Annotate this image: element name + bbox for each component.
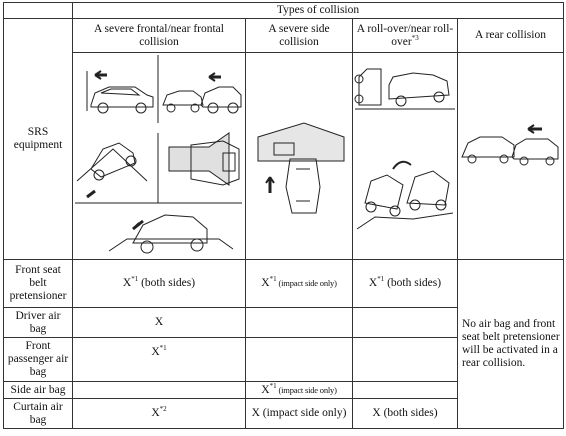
pretensioner-side-text: (impact side only) (276, 278, 337, 288)
rollover-header-text: A roll-over/near roll-over (356, 22, 454, 48)
side-air-bag-side-cell (246, 382, 353, 399)
rollover-footnote-mark: *3 (411, 33, 419, 42)
curtain-air-bag-frontal-cell (73, 399, 246, 429)
driver-air-bag-frontal-cell: X (73, 308, 246, 338)
frontal-collision-header: A severe frontal/near frontal collision (73, 19, 246, 53)
driver-air-bag-side-cell (246, 308, 353, 338)
pretensioner-frontal-cell (73, 260, 246, 308)
rollover-vehicle-drawings (353, 53, 457, 259)
frontal-collision-illustration (73, 53, 246, 260)
side-collision-illustration (246, 53, 353, 260)
pretensioner-rollover-cell (353, 260, 458, 308)
pretensioner-rollover-mark: X (368, 277, 378, 289)
pretensioner-side-note: *1 (269, 275, 277, 283)
row-label-pretensioner: Front seat belt pretensioner (4, 260, 73, 308)
pretensioner-side-mark: X (261, 277, 270, 289)
rear-collision-vehicle-drawing (458, 53, 563, 259)
srs-equipment-label: SRS equipment (4, 19, 73, 260)
passenger-air-bag-rollover-cell (353, 338, 458, 382)
driver-air-bag-rollover-cell (353, 308, 458, 338)
side-air-bag-rollover-cell (353, 382, 458, 399)
row-label-driver-air-bag: Driver air bag (4, 308, 73, 338)
pretensioner-rollover-note: *1 (377, 275, 385, 283)
curtain-air-bag-frontal-mark: X (151, 407, 160, 419)
side-collision-header: A severe side collision (246, 19, 353, 53)
side-air-bag-side-mark: X (261, 383, 270, 396)
side-air-bag-side-note: *1 (269, 381, 277, 390)
types-of-collision-header: Types of collision (73, 3, 564, 19)
curtain-air-bag-frontal-note: *2 (159, 405, 167, 413)
pretensioner-frontal-mark: X (122, 277, 132, 289)
passenger-air-bag-side-cell (246, 338, 353, 382)
rear-collision-note: No air bag and front seat belt pretensioner will be activated in a rear collision. (458, 260, 564, 429)
row-label-passenger-air-bag: Front passenger air bag (4, 338, 73, 382)
curtain-air-bag-side-cell: X (impact side only) (246, 399, 353, 429)
side-collision-top-view-drawing (246, 53, 351, 259)
rear-collision-illustration (458, 53, 564, 260)
side-air-bag-frontal-cell (73, 382, 246, 399)
rollover-collision-header (353, 19, 458, 53)
passenger-air-bag-frontal-cell (73, 338, 246, 382)
pretensioner-frontal-note: *1 (131, 275, 139, 283)
pretensioner-rollover-text: (both sides) (384, 277, 442, 289)
rear-collision-header: A rear collision (458, 19, 564, 53)
passenger-air-bag-frontal-mark: X (151, 346, 160, 358)
frontal-collision-vehicle-drawings (73, 53, 244, 259)
rollover-collision-illustration (353, 53, 458, 260)
srs-collision-table (3, 2, 564, 429)
side-air-bag-side-text: (impact side only) (276, 384, 337, 395)
row-label-curtain-air-bag: Curtain air bag (4, 399, 73, 429)
curtain-air-bag-rollover-cell: X (both sides) (353, 399, 458, 429)
pretensioner-frontal-text: (both sides) (138, 277, 196, 289)
pretensioner-side-cell (246, 260, 353, 308)
row-label-side-air-bag: Side air bag (4, 382, 73, 399)
corner-cell (4, 3, 73, 19)
passenger-air-bag-frontal-note: *1 (159, 344, 167, 352)
